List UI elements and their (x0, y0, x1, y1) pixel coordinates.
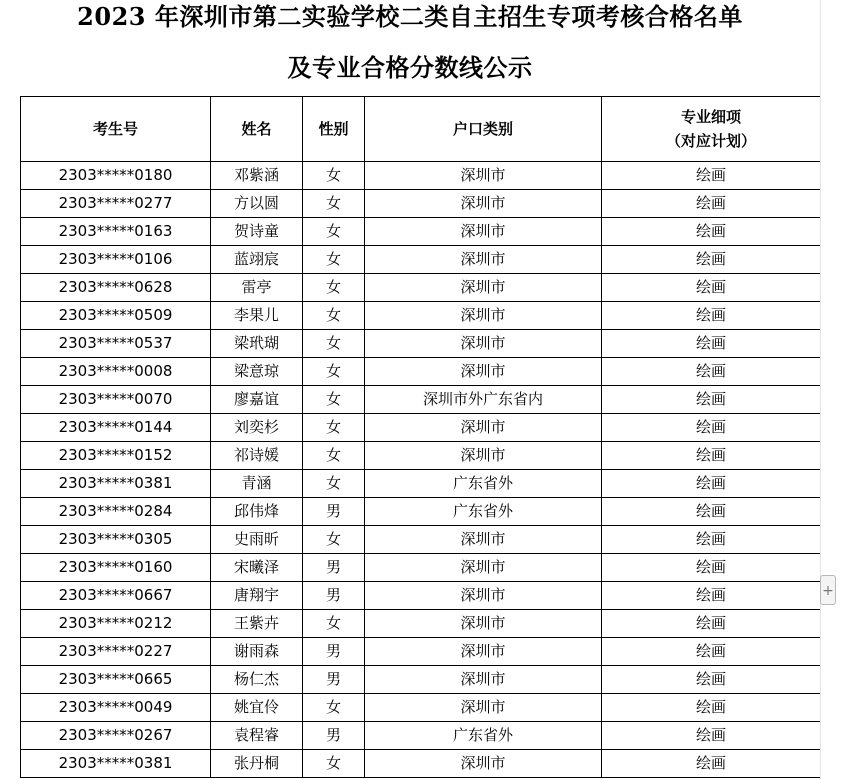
cell-hukou-type: 深圳市 (365, 246, 602, 274)
cell-hukou-type: 深圳市 (365, 414, 602, 442)
header-hukou-type: 户口类别 (365, 97, 602, 162)
cell-candidate-id: 2303*****0277 (21, 190, 211, 218)
cell-major: 绘画 (602, 442, 821, 470)
cell-hukou-type: 深圳市 (365, 302, 602, 330)
cell-major: 绘画 (602, 246, 821, 274)
table-row (21, 302, 821, 330)
header-gender: 性别 (303, 97, 365, 162)
cell-hukou-type: 深圳市 (365, 610, 602, 638)
cell-gender: 女 (303, 750, 365, 778)
table-row (21, 330, 821, 358)
cell-major: 绘画 (602, 638, 821, 666)
cell-gender: 女 (303, 190, 365, 218)
cell-hukou-type: 深圳市 (365, 554, 602, 582)
cell-gender: 女 (303, 162, 365, 190)
table-row (21, 470, 821, 498)
cell-gender: 女 (303, 470, 365, 498)
cell-candidate-id: 2303*****0049 (21, 694, 211, 722)
cell-major: 绘画 (602, 414, 821, 442)
cell-name: 雷亭 (211, 274, 303, 302)
table-row (21, 582, 821, 610)
page-edge-divider (820, 0, 821, 779)
cell-hukou-type: 深圳市 (365, 666, 602, 694)
cell-major: 绘画 (602, 498, 821, 526)
cell-candidate-id: 2303*****0628 (21, 274, 211, 302)
cell-candidate-id: 2303*****0667 (21, 582, 211, 610)
cell-major: 绘画 (602, 610, 821, 638)
cell-name: 唐翔宇 (211, 582, 303, 610)
cell-name: 王紫卉 (211, 610, 303, 638)
cell-candidate-id: 2303*****0381 (21, 750, 211, 778)
cell-hukou-type: 深圳市 (365, 694, 602, 722)
cell-name: 梁意琼 (211, 358, 303, 386)
cell-gender: 男 (303, 666, 365, 694)
table-row (21, 694, 821, 722)
cell-gender: 女 (303, 694, 365, 722)
table-row (21, 218, 821, 246)
cell-name: 蓝翊宸 (211, 246, 303, 274)
cell-hukou-type: 深圳市 (365, 526, 602, 554)
table-body (21, 162, 821, 778)
cell-major: 绘画 (602, 386, 821, 414)
table-row (21, 750, 821, 778)
table-row (21, 162, 821, 190)
cell-name: 邱伟烽 (211, 498, 303, 526)
cell-hukou-type: 深圳市 (365, 750, 602, 778)
expand-button[interactable] (820, 575, 836, 605)
header-major-line-2: （对应计划） (665, 132, 756, 150)
table-row (21, 358, 821, 386)
table-row (21, 498, 821, 526)
cell-candidate-id: 2303*****0212 (21, 610, 211, 638)
table-row (21, 274, 821, 302)
cell-gender: 女 (303, 274, 365, 302)
cell-hukou-type: 深圳市 (365, 330, 602, 358)
cell-name: 青涵 (211, 470, 303, 498)
cell-candidate-id: 2303*****0152 (21, 442, 211, 470)
cell-major: 绘画 (602, 526, 821, 554)
cell-name: 邓紫涵 (211, 162, 303, 190)
cell-name: 贺诗童 (211, 218, 303, 246)
cell-gender: 女 (303, 302, 365, 330)
cell-candidate-id: 2303*****0509 (21, 302, 211, 330)
cell-major: 绘画 (602, 470, 821, 498)
cell-name: 刘奕杉 (211, 414, 303, 442)
cell-hukou-type: 深圳市 (365, 638, 602, 666)
table-row (21, 554, 821, 582)
cell-major: 绘画 (602, 750, 821, 778)
cell-gender: 女 (303, 358, 365, 386)
cell-major: 绘画 (602, 358, 821, 386)
candidate-table (20, 96, 821, 778)
cell-gender: 女 (303, 386, 365, 414)
cell-name: 宋曦泽 (211, 554, 303, 582)
header-major-line-1: 专业细项 (680, 108, 741, 126)
cell-gender: 男 (303, 582, 365, 610)
cell-candidate-id: 2303*****0267 (21, 722, 211, 750)
cell-major: 绘画 (602, 190, 821, 218)
cell-hukou-type: 深圳市 (365, 274, 602, 302)
cell-gender: 女 (303, 218, 365, 246)
cell-candidate-id: 2303*****0227 (21, 638, 211, 666)
cell-name: 方以圆 (211, 190, 303, 218)
table-row (21, 190, 821, 218)
cell-gender: 女 (303, 414, 365, 442)
table-header-row (21, 97, 821, 162)
cell-gender: 女 (303, 526, 365, 554)
cell-gender: 女 (303, 610, 365, 638)
table-row (21, 386, 821, 414)
cell-hukou-type: 深圳市 (365, 218, 602, 246)
table-row (21, 246, 821, 274)
cell-name: 杨仁杰 (211, 666, 303, 694)
cell-name: 史雨昕 (211, 526, 303, 554)
cell-candidate-id: 2303*****0106 (21, 246, 211, 274)
cell-name: 谢雨森 (211, 638, 303, 666)
cell-candidate-id: 2303*****0305 (21, 526, 211, 554)
cell-gender: 女 (303, 330, 365, 358)
cell-hukou-type: 深圳市 (365, 442, 602, 470)
cell-hukou-type: 广东省外 (365, 722, 602, 750)
cell-candidate-id: 2303*****0284 (21, 498, 211, 526)
cell-gender: 男 (303, 554, 365, 582)
cell-major: 绘画 (602, 694, 821, 722)
table-row (21, 526, 821, 554)
cell-candidate-id: 2303*****0163 (21, 218, 211, 246)
cell-candidate-id: 2303*****0381 (21, 470, 211, 498)
cell-hukou-type: 深圳市 (365, 358, 602, 386)
table-row (21, 638, 821, 666)
cell-major: 绘画 (602, 666, 821, 694)
cell-candidate-id: 2303*****0180 (21, 162, 211, 190)
cell-major: 绘画 (602, 218, 821, 246)
document-title-line-1: 2023 年深圳市第二实验学校二类自主招生专项考核合格名单 (77, 2, 743, 31)
cell-gender: 男 (303, 638, 365, 666)
cell-name: 袁程睿 (211, 722, 303, 750)
cell-gender: 男 (303, 722, 365, 750)
cell-gender: 女 (303, 246, 365, 274)
cell-hukou-type: 深圳市 (365, 162, 602, 190)
cell-candidate-id: 2303*****0665 (21, 666, 211, 694)
header-major (602, 97, 821, 162)
cell-major: 绘画 (602, 330, 821, 358)
cell-hukou-type: 深圳市 (365, 582, 602, 610)
cell-name: 梁玳瑚 (211, 330, 303, 358)
header-name: 姓名 (211, 97, 303, 162)
cell-major: 绘画 (602, 722, 821, 750)
document-title-line-2: 及专业合格分数线公示 (287, 53, 533, 82)
cell-name: 李果儿 (211, 302, 303, 330)
cell-candidate-id: 2303*****0144 (21, 414, 211, 442)
table-row (21, 666, 821, 694)
cell-hukou-type: 广东省外 (365, 498, 602, 526)
cell-major: 绘画 (602, 302, 821, 330)
cell-candidate-id: 2303*****0160 (21, 554, 211, 582)
cell-hukou-type: 广东省外 (365, 470, 602, 498)
table-row (21, 722, 821, 750)
cell-candidate-id: 2303*****0070 (21, 386, 211, 414)
cell-hukou-type: 深圳市 (365, 190, 602, 218)
plus-icon: + (822, 583, 834, 599)
cell-major: 绘画 (602, 582, 821, 610)
cell-major: 绘画 (602, 274, 821, 302)
table-row (21, 414, 821, 442)
cell-name: 姚宜伶 (211, 694, 303, 722)
cell-candidate-id: 2303*****0008 (21, 358, 211, 386)
cell-name: 张丹桐 (211, 750, 303, 778)
table-row (21, 610, 821, 638)
cell-name: 祁诗媛 (211, 442, 303, 470)
cell-hukou-type: 深圳市外广东省内 (365, 386, 602, 414)
cell-gender: 男 (303, 498, 365, 526)
cell-gender: 女 (303, 442, 365, 470)
cell-major: 绘画 (602, 162, 821, 190)
cell-major: 绘画 (602, 554, 821, 582)
table-row (21, 442, 821, 470)
cell-candidate-id: 2303*****0537 (21, 330, 211, 358)
header-candidate-id: 考生号 (21, 97, 211, 162)
cell-name: 廖嘉谊 (211, 386, 303, 414)
